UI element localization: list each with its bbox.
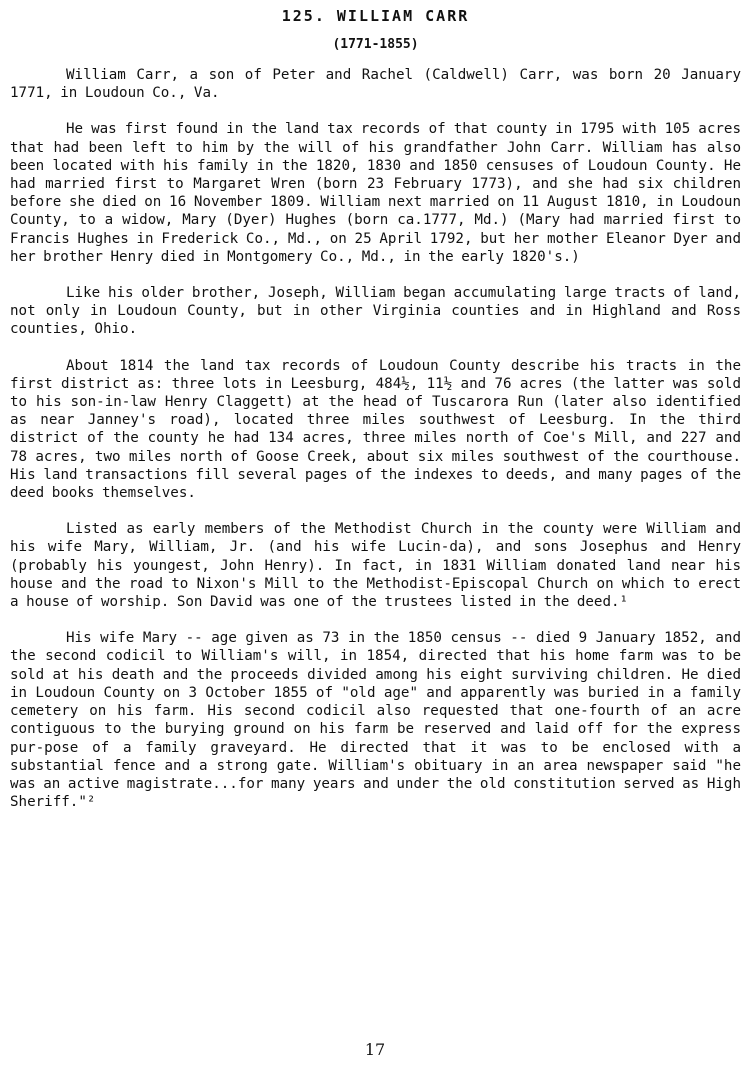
paragraph-land-accumulation: Like his older brother, Joseph, William began accumulating large tracts of land, not only in Loudoun County, but in other Virginia counties and in Highland and Ross counties, Ohio.: [10, 285, 741, 338]
document-page: [10, 6, 741, 829]
paragraph-methodist-church: Listed as early members of the Methodist Church in the county were William and his wife Mary, William, Jr. (and his wife Lucin-da), and sons Josephus and Henry (probably his youngest, John Henry). In fact, in 1831 William donated land near his house and the road to Nixon's Mill to the Methodist-Episcopal Church on which to erect a house of worship. Son David was one of the trustees listed in the deed.¹: [10, 521, 741, 611]
page-title: 125. WILLIAM CARR: [281, 7, 470, 25]
paragraph-tracts-1814: About 1814 the land tax records of Loudoun County describe his tracts in the first district as: three lots in Leesburg, 484½, 11½ and 76 acres (the latter was sold to his son-in-law Henry Claggett) at the head of Tuscarora Run (later also identified as near Janney's road), located three miles southwest of Leesburg. In the third district of the county he had 134 acres, three miles north of Coe's Mill, and 227 and 78 acres, two miles north of Goose Creek, about six miles southwest of the courthouse. His land transactions fill several pages of the indexes to deeds, and many pages of the deed books themselves.: [10, 357, 741, 502]
life-dates: (1771-1855): [332, 37, 419, 52]
paragraph-death-and-will: His wife Mary -- age given as 73 in the 1850 census -- died 9 January 1852, and the second codicil to William's will, in 1854, directed that his home farm was to be sold at his death and the proceeds divided among his eight surviving children. He died in Loudoun County on 3 October 1855 of "old age" and apparently was buried in a family cemetery on his farm. His second codicil also requested that one-fourth of an acre contiguous to the burying ground on his farm be reserved and laid off for the express pur-pose of a family graveyard. He directed that it was to be enclosed with a substantial fence and a strong gate. William's obituary in an area newspaper said "he was an active magistrate...for many years and under the old constitution served as High Sheriff."²: [10, 630, 741, 811]
paragraph-land-tax-and-marriages: He was first found in the land tax records of that county in 1795 with 105 acres that had been left to him by the will of his grandfather John Carr. William has also been located with his family in the 1820, 1830 and 1850 censuses of Loudoun County. He had married first to Margaret Wren (born 23 February 1773), and she had six children before she died on 16 November 1809. William next married on 11 August 1810, in Loudoun County, to a widow, Mary (Dyer) Hughes (born ca.1777, Md.) (Mary had married first to Francis Hughes in Frederick Co., Md., on 25 April 1792, but her mother Eleanor Dyer and her brother Henry died in Montgomery Co., Md., in the early 1820's.): [10, 121, 741, 265]
paragraph-birth: William Carr, a son of Peter and Rachel (Caldwell) Carr, was born 20 January 1771, in Loudoun Co., Va.: [10, 67, 741, 102]
page-number: 17: [364, 1040, 386, 1059]
